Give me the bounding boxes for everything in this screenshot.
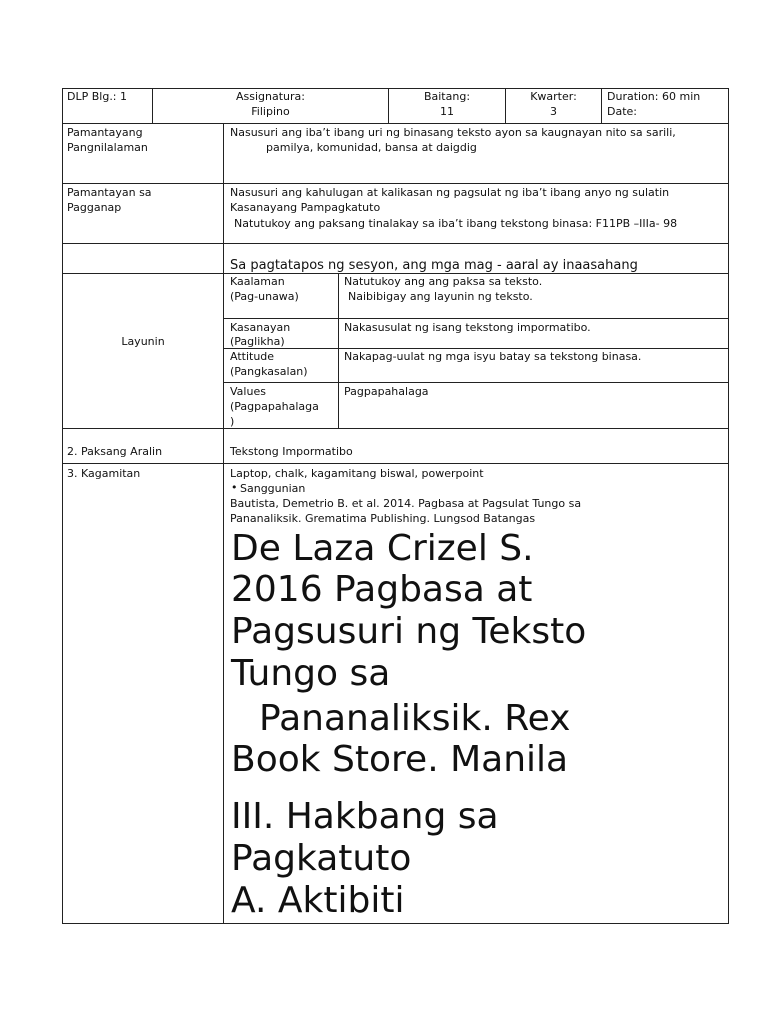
assignatura-label: Assignatura: bbox=[236, 90, 305, 103]
values-text: Pagpapahalaga bbox=[344, 385, 429, 398]
reference-large-text: Tungo sa bbox=[231, 653, 391, 694]
pamantayang-pangnilalaman-text: Nasusuri ang iba’t ibang uri ng binasang teksto ayon sa kaugnayan nito sa sarili, bbox=[230, 126, 676, 139]
row-separator bbox=[62, 183, 729, 184]
reference-text: Bautista, Demetrio B. et al. 2014. Pagbasa at Pagsulat Tungo sa bbox=[230, 497, 582, 510]
row-separator bbox=[223, 318, 729, 319]
row-separator bbox=[62, 243, 729, 244]
row-separator bbox=[62, 123, 729, 124]
values-label: (Pagpapahalaga bbox=[230, 400, 319, 413]
pamantayang-pangnilalaman-text: pamilya, komunidad, bansa at daigdig bbox=[266, 141, 477, 154]
kaalaman-text: Naibibigay ang layunin ng teksto. bbox=[348, 290, 533, 303]
pamantayan-sa-pagganap-text: Kasanayang Pampagkatuto bbox=[230, 201, 381, 214]
table-border-left bbox=[62, 88, 63, 924]
assignatura-value: Filipino bbox=[251, 105, 290, 118]
kwarter-label: Kwarter: bbox=[530, 90, 577, 103]
kasanayan-label: (Paglikha) bbox=[230, 335, 285, 348]
row-separator bbox=[62, 428, 729, 429]
reference-large-text: De Laza Crizel S. bbox=[231, 528, 534, 569]
section-heading: III. Hakbang sa bbox=[231, 796, 499, 837]
reference-large-text: Pagsusuri ng Teksto bbox=[231, 611, 587, 652]
divider bbox=[601, 88, 602, 123]
bullet: • bbox=[231, 481, 238, 494]
attitude-label: Attitude bbox=[230, 350, 275, 363]
table-border-bottom bbox=[62, 923, 729, 924]
values-label: ) bbox=[230, 415, 235, 428]
date-label: Date: bbox=[607, 105, 637, 118]
pamantayan-sa-pagganap-text: Natutukoy ang paksang tinalakay sa iba’t ibang tekstong binasa: F11PB –IIIa- 98 bbox=[234, 217, 678, 230]
pamantayang-pangnilalaman-label: Pamantayang bbox=[67, 126, 143, 139]
reference-large-text: Pananaliksik. Rex bbox=[259, 698, 571, 739]
attitude-text: Nakapag-uulat ng mga isyu batay sa tekstong binasa. bbox=[344, 350, 642, 363]
pamantayan-sa-pagganap-label: Pagganap bbox=[67, 201, 122, 214]
row-separator bbox=[62, 463, 729, 464]
kaalaman-label: (Pag-unawa) bbox=[230, 290, 299, 303]
pamantayan-sa-pagganap-text: Nasusuri ang kahulugan at kalikasan ng pagsulat ng iba’t ibang anyo ng sulatin bbox=[230, 186, 670, 199]
duration: Duration: 60 min bbox=[607, 90, 701, 103]
kaalaman-text: Natutukoy ang ang paksa sa teksto. bbox=[344, 275, 543, 288]
reference-text: Pananaliksik. Grematima Publishing. Lungsod Batangas bbox=[230, 512, 536, 525]
kagamitan-text: Laptop, chalk, kagamitang biswal, powerpoint bbox=[230, 467, 484, 480]
values-label: Values bbox=[230, 385, 266, 398]
row-separator bbox=[223, 382, 729, 383]
sanggunian-label: Sanggunian bbox=[240, 482, 306, 495]
kaalaman-label: Kaalaman bbox=[230, 275, 285, 288]
divider bbox=[223, 123, 224, 924]
layunin-intro: Sa pagtatapos ng sesyon, ang mga mag - aaral ay inaasahang bbox=[230, 258, 638, 273]
kasanayan-text: Nakasusulat ng isang tekstong impormatibo. bbox=[344, 321, 591, 334]
kasanayan-label: Kasanayan bbox=[230, 321, 291, 334]
pamantayan-sa-pagganap-label: Pamantayan sa bbox=[67, 186, 152, 199]
kagamitan-label: 3. Kagamitan bbox=[67, 467, 141, 480]
section-heading: A. Aktibiti bbox=[231, 880, 405, 921]
reference-large-text: Book Store. Manila bbox=[231, 739, 569, 780]
pamantayang-pangnilalaman-label: Pangnilalaman bbox=[67, 141, 148, 154]
paksang-aralin-value: Tekstong Impormatibo bbox=[230, 445, 353, 458]
dlp-number: DLP Blg.: 1 bbox=[67, 90, 128, 103]
baitang-value: 11 bbox=[440, 105, 454, 118]
attitude-label: (Pangkasalan) bbox=[230, 365, 308, 378]
layunin-label: Layunin bbox=[121, 335, 165, 348]
reference-large-text: 2016 Pagbasa at bbox=[231, 569, 533, 610]
divider bbox=[338, 273, 339, 428]
section-heading: Pagkatuto bbox=[231, 838, 412, 879]
paksang-aralin-label: 2. Paksang Aralin bbox=[67, 445, 163, 458]
baitang-label: Baitang: bbox=[423, 90, 471, 103]
kwarter-value: 3 bbox=[550, 105, 557, 118]
table-border-right bbox=[728, 88, 729, 924]
